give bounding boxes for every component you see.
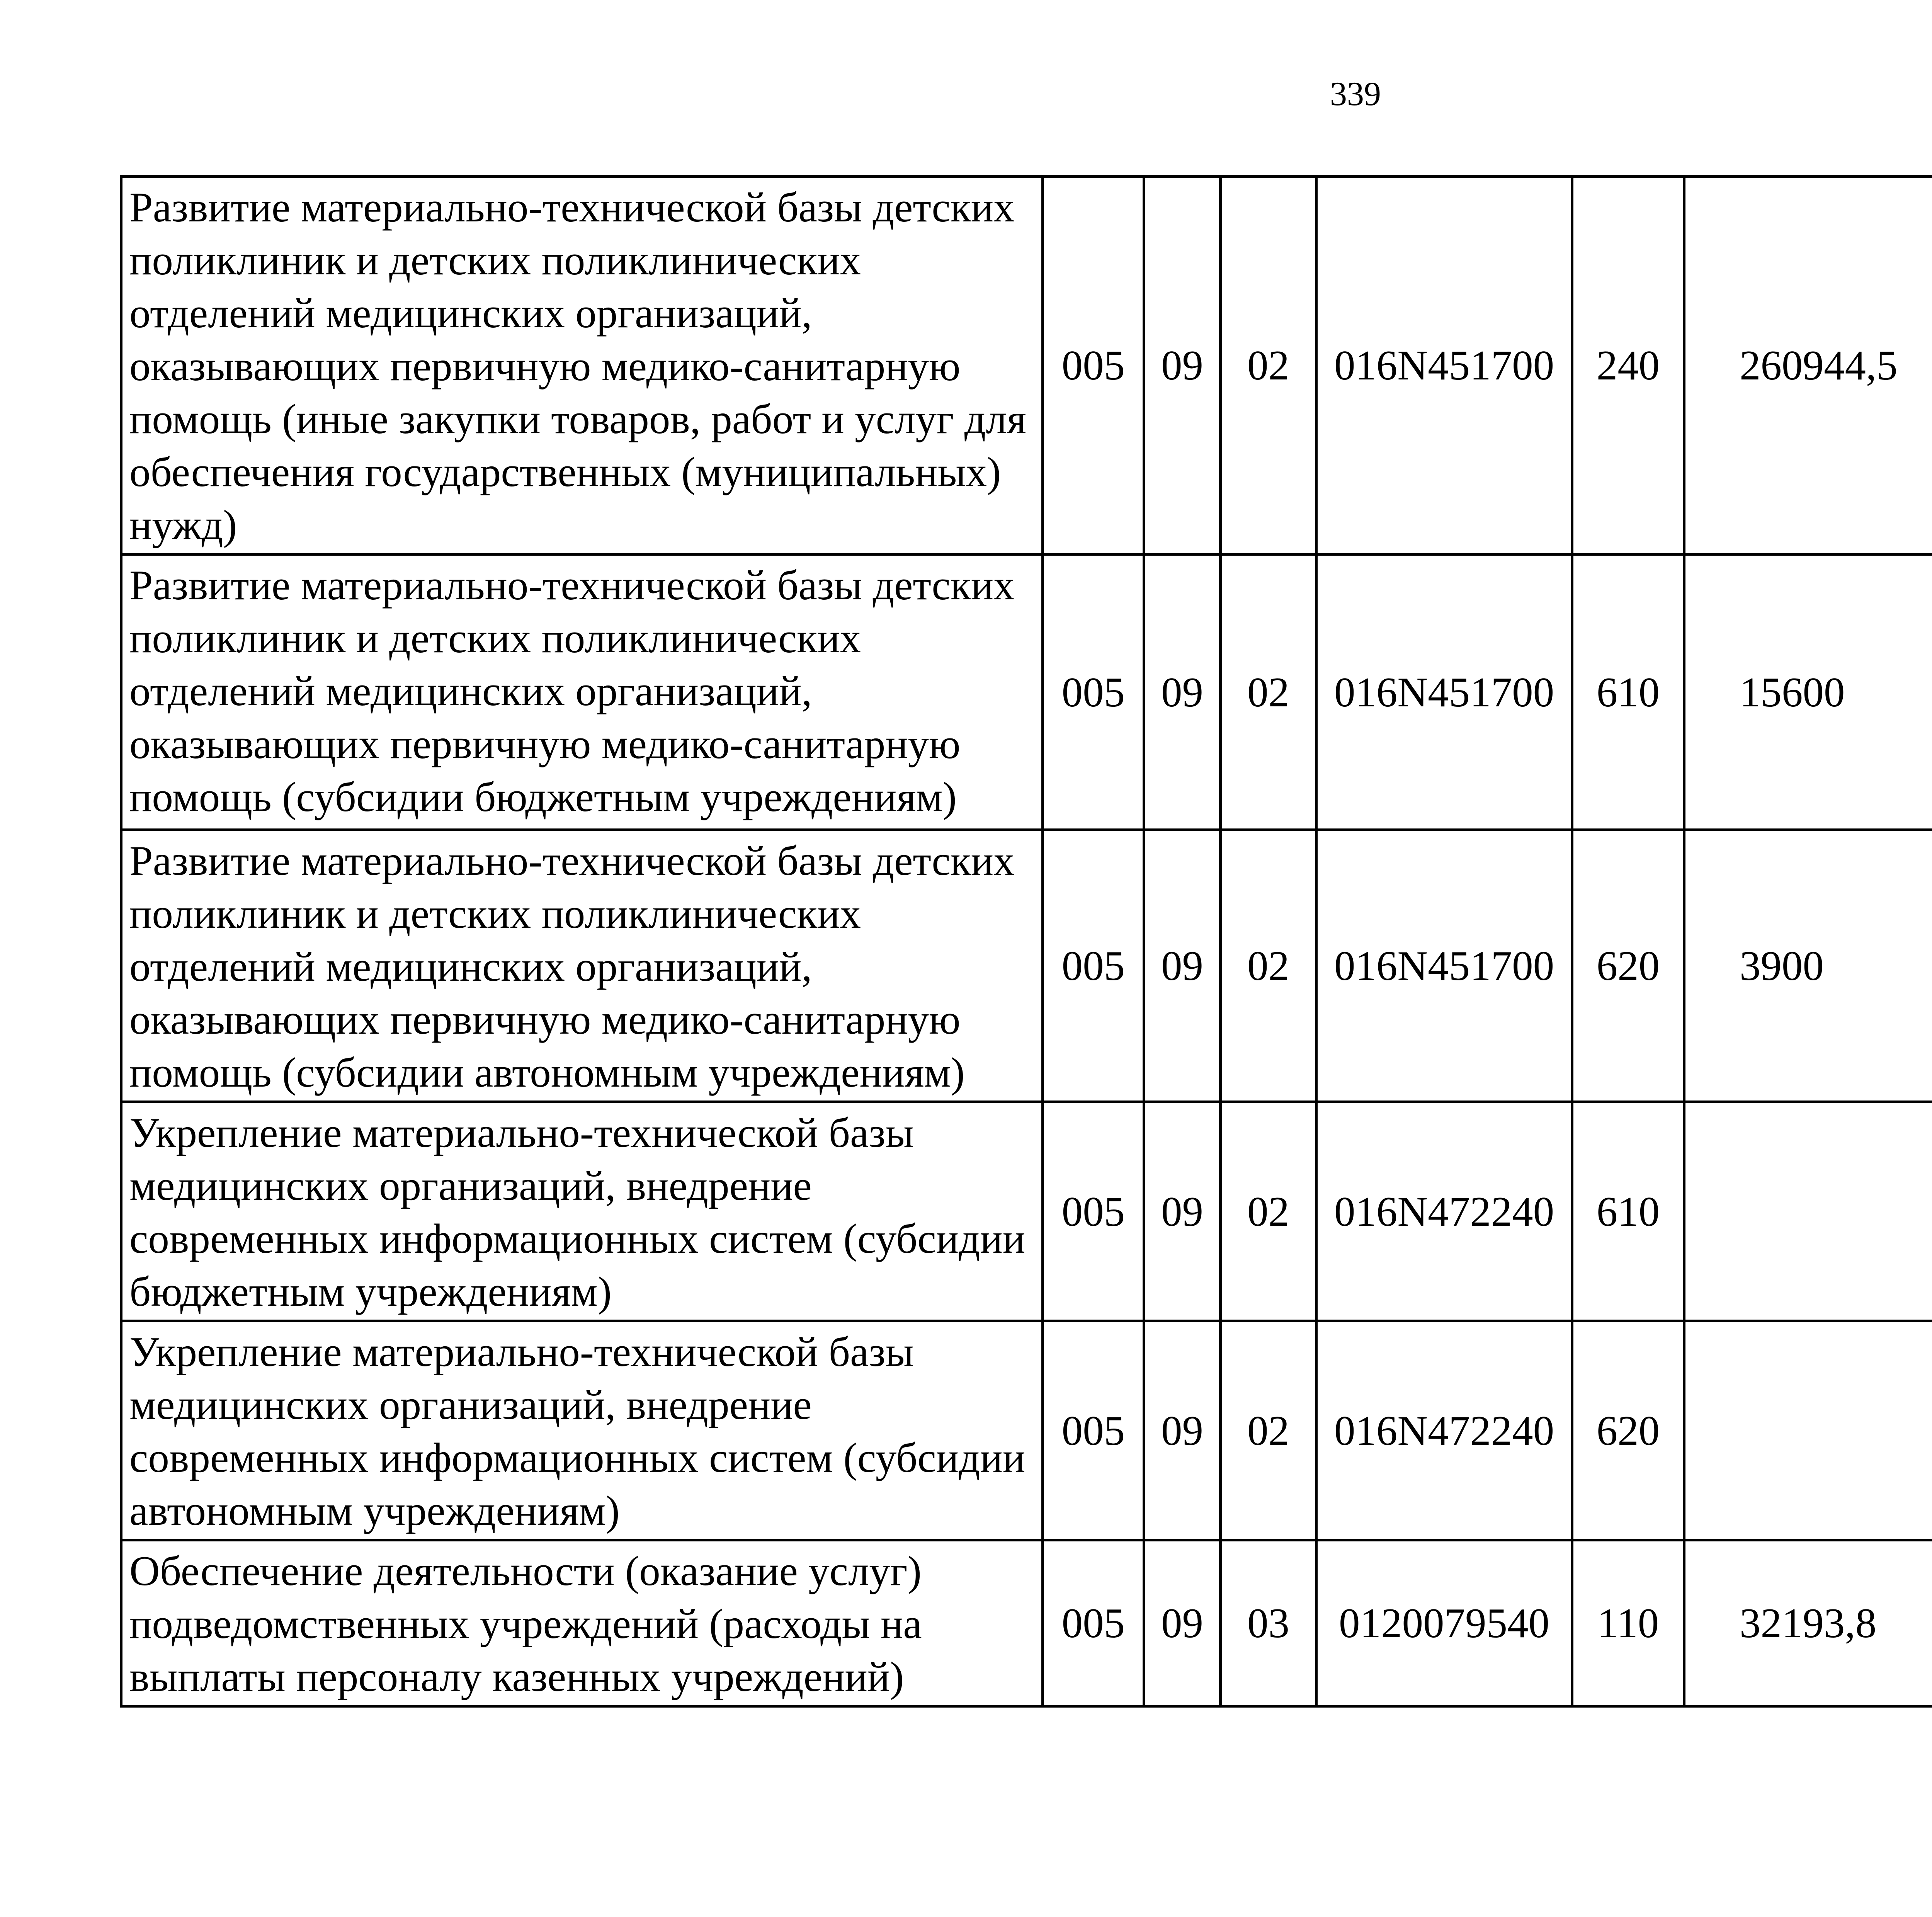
target-article-code: 016N472240 bbox=[1316, 1102, 1572, 1321]
row-description: Развитие материально-технической базы детских поликлиник и детских поликлинических отделений медицинских организаций, оказывающих первичную медико-санитарную помощь (иные закупки товаров, работ и услуг для обеспечения государственных (муниципальных) нужд) bbox=[121, 177, 1043, 555]
target-article-code: 016N451700 bbox=[1316, 830, 1572, 1102]
ministry-code: 005 bbox=[1043, 830, 1144, 1102]
table-row bbox=[121, 1102, 1932, 1321]
expense-type-code: 610 bbox=[1572, 555, 1684, 830]
ministry-code: 005 bbox=[1043, 1102, 1144, 1321]
table-row bbox=[121, 1321, 1932, 1540]
expense-type-code: 620 bbox=[1572, 830, 1684, 1102]
section-code: 09 bbox=[1144, 1321, 1221, 1540]
amount-1: 260944,5 bbox=[1684, 177, 1932, 555]
table-row bbox=[121, 555, 1932, 830]
row-description: Обеспечение деятельности (оказание услуг) подведомственных учреждений (расходы на выплаты персоналу казенных учреждений) bbox=[121, 1540, 1043, 1706]
target-article-code: 0120079540 bbox=[1316, 1540, 1572, 1706]
page-number: 339 bbox=[1330, 75, 1381, 113]
amount-1: 32193,8 bbox=[1684, 1540, 1932, 1706]
section-code: 09 bbox=[1144, 830, 1221, 1102]
subsection-code: 03 bbox=[1221, 1540, 1316, 1706]
section-code: 09 bbox=[1144, 1102, 1221, 1321]
ministry-code: 005 bbox=[1043, 1540, 1144, 1706]
target-article-code: 016N451700 bbox=[1316, 177, 1572, 555]
section-code: 09 bbox=[1144, 177, 1221, 555]
expense-type-code: 240 bbox=[1572, 177, 1684, 555]
target-article-code: 016N472240 bbox=[1316, 1321, 1572, 1540]
row-description: Развитие материально-технической базы детских поликлиник и детских поликлинических отделений медицинских организаций, оказывающих первичную медико-санитарную помощь (субсидии бюджетным учреждениям) bbox=[121, 555, 1043, 830]
row-description: Укрепление материально-технической базы медицинских организаций, внедрение современных информационных систем (субсидии бюджетным учреждениям) bbox=[121, 1102, 1043, 1321]
ministry-code: 005 bbox=[1043, 555, 1144, 830]
amount-1 bbox=[1684, 1102, 1932, 1321]
budget-table bbox=[120, 175, 1932, 1708]
subsection-code: 02 bbox=[1221, 830, 1316, 1102]
row-description: Укрепление материально-технической базы медицинских организаций, внедрение современных информационных систем (субсидии автономным учреждениям) bbox=[121, 1321, 1043, 1540]
expense-type-code: 620 bbox=[1572, 1321, 1684, 1540]
ministry-code: 005 bbox=[1043, 1321, 1144, 1540]
subsection-code: 02 bbox=[1221, 1102, 1316, 1321]
table-row bbox=[121, 830, 1932, 1102]
ministry-code: 005 bbox=[1043, 177, 1144, 555]
expense-type-code: 610 bbox=[1572, 1102, 1684, 1321]
subsection-code: 02 bbox=[1221, 177, 1316, 555]
section-code: 09 bbox=[1144, 1540, 1221, 1706]
amount-1: 15600 bbox=[1684, 555, 1932, 830]
subsection-code: 02 bbox=[1221, 1321, 1316, 1540]
subsection-code: 02 bbox=[1221, 555, 1316, 830]
table-row bbox=[121, 1540, 1932, 1706]
target-article-code: 016N451700 bbox=[1316, 555, 1572, 830]
section-code: 09 bbox=[1144, 555, 1221, 830]
row-description: Развитие материально-технической базы детских поликлиник и детских поликлинических отделений медицинских организаций, оказывающих первичную медико-санитарную помощь (субсидии автономным учреждениям) bbox=[121, 830, 1043, 1102]
amount-1 bbox=[1684, 1321, 1932, 1540]
amount-1: 3900 bbox=[1684, 830, 1932, 1102]
table-row bbox=[121, 177, 1932, 555]
expense-type-code: 110 bbox=[1572, 1540, 1684, 1706]
